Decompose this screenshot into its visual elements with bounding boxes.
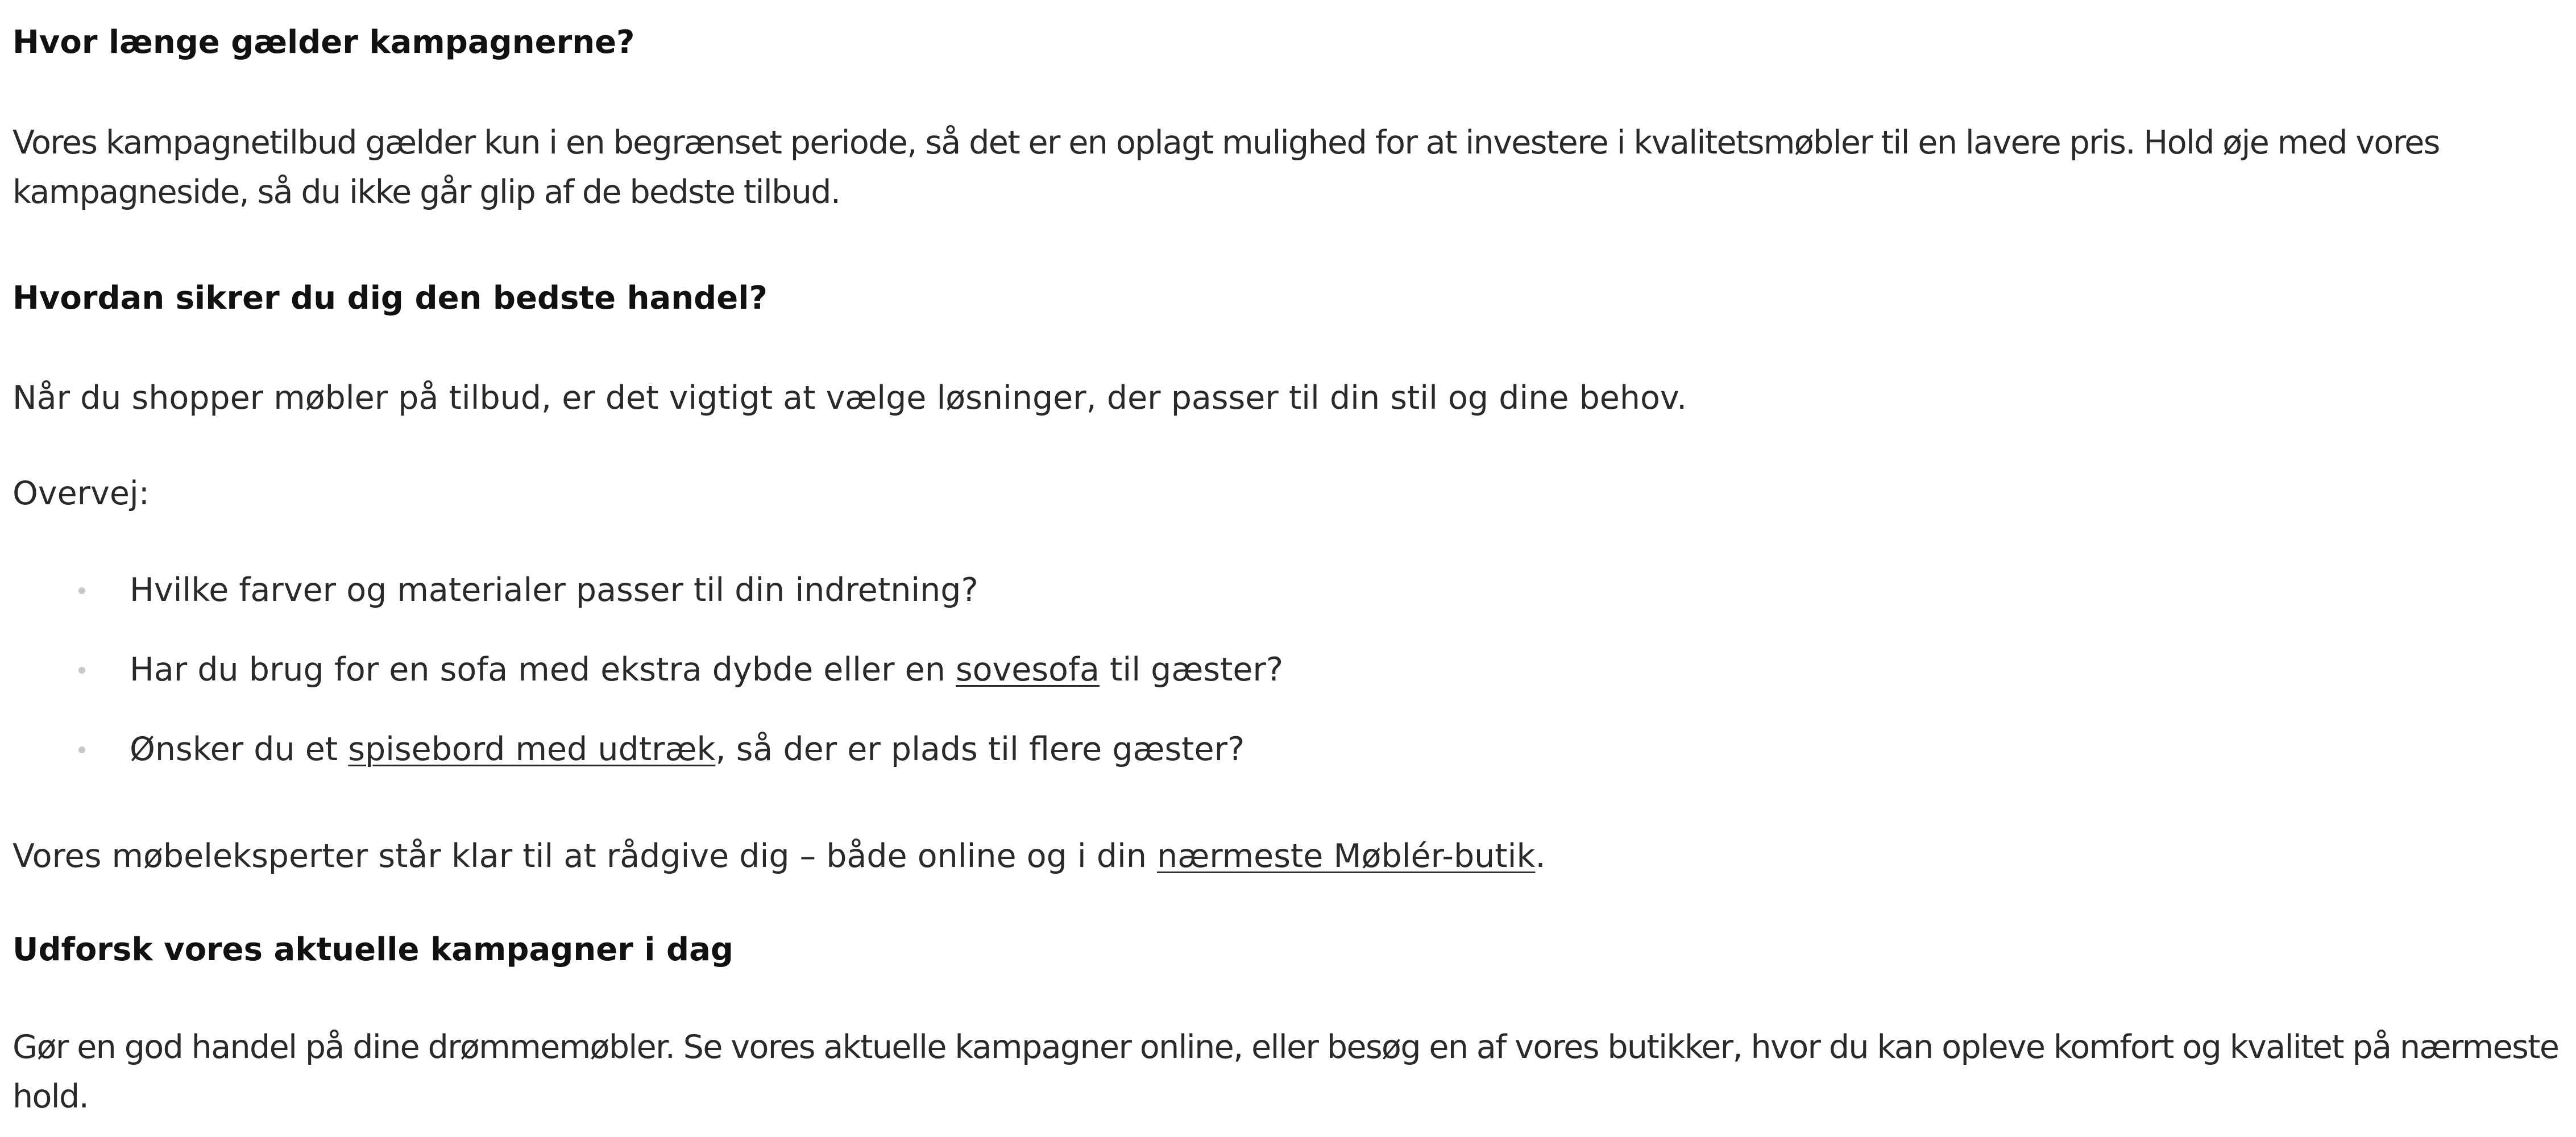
bullet-icon <box>78 587 85 594</box>
spisebord-link[interactable]: spisebord med udtræk <box>348 731 716 768</box>
list-item-text-before: Har du brug for en sofa med ekstra dybde eller en <box>130 651 956 688</box>
list-item-text <box>130 650 1283 690</box>
paragraph-experts-before: Vores møbeleksperter står klar til at rådgive dig – både online og i din <box>13 837 1158 875</box>
paragraph-shopping-advice: Når du shopper møbler på tilbud, er det vigtigt at vælge løsninger, der passer til din stil og dine behov. <box>13 379 1687 417</box>
list-item-text-before: Ønsker du et <box>130 731 349 768</box>
paragraph-campaign-period: Vores kampagnetilbud gælder kun i en begrænset periode, så det er en oplagt mulighed for at investere i kvalitetsmøbler til en lavere pris. Hold øje med vores kampagneside, så du ikke går glip af de bedste tilbud. <box>13 124 2440 211</box>
paragraph-experts-after: . <box>1535 837 1546 875</box>
list-item-text: Hvilke farver og materialer passer til din indretning? <box>130 571 978 609</box>
bullet-icon <box>78 746 85 753</box>
heading-explore-campaigns: Udforsk vores aktuelle kampagner i dag <box>13 931 733 968</box>
paragraph-experts <box>13 832 1546 881</box>
heading-campaign-duration: Hvor længe gælder kampagnerne? <box>13 24 635 61</box>
heading-best-deal: Hvordan sikrer du dig den bedste handel? <box>13 280 768 317</box>
paragraph-consider-label: Overvej: <box>13 475 150 512</box>
store-link[interactable]: nærmeste Møblér-butik <box>1157 837 1536 875</box>
list-item-text-after: , så der er plads til flere gæster? <box>715 731 1245 768</box>
paragraph-good-deal: Gør en god handel på dine drømmemøbler. Se vores aktuelle kampagner online, eller besøg en af vores butikker, hvor du kan opleve komfort og kvalitet på nærmeste hold. <box>13 1028 2559 1115</box>
list-item-text <box>130 729 1245 769</box>
list-item-text-after: til gæster? <box>1099 651 1284 688</box>
sovesofa-link[interactable]: sovesofa <box>955 651 1100 688</box>
bullet-icon <box>78 667 85 674</box>
